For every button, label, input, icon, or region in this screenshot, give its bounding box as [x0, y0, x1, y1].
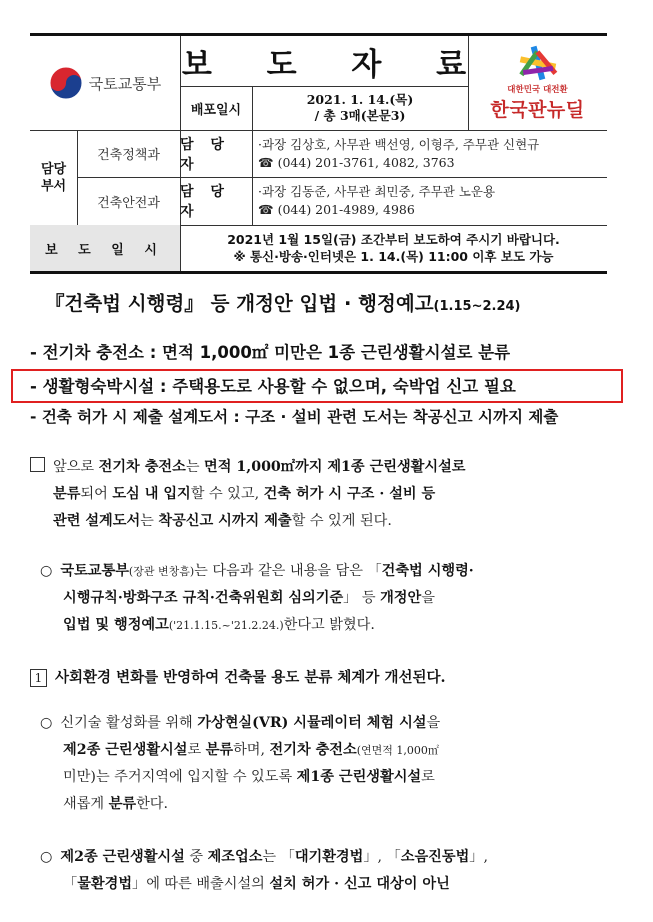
taegeuk-icon	[49, 66, 83, 100]
department-name: 건축정책과	[97, 148, 160, 163]
text: 한다.	[136, 796, 168, 812]
text: 중	[184, 849, 208, 865]
emphasis: 제1종 근린생활시설	[296, 769, 422, 785]
headline-main: 『건축법 시행령』 등 개정안 입법 · 행정예고	[45, 292, 434, 315]
text: 미만)는 주거지역에 입지할 수 있도록	[63, 769, 297, 785]
text: 새롭게	[63, 796, 109, 812]
emphasis: 면적 1,000㎡까지 제1종 근린생활시설로	[204, 459, 466, 475]
section-number: 1	[30, 669, 47, 687]
headline	[45, 288, 645, 316]
paragraph-line	[40, 764, 620, 791]
emphasis: 도심 내 입지	[112, 486, 191, 502]
contact-phone	[258, 201, 607, 219]
emphasis: 소음진동법	[400, 849, 470, 865]
paragraph-line	[40, 612, 620, 639]
emphasis: 건축 허가 시 구조 · 설비 등	[263, 486, 436, 502]
text: 로	[421, 769, 435, 785]
subheading: - 건축 허가 시 제출 설계도서 : 구조 · 설비 관련 도서는 착공신고 시까지 제출	[30, 408, 559, 426]
text: 는	[140, 513, 159, 529]
press-release-line1: 2021년 1월 15일(금) 조간부터 보도하여 주시기 바랍니다.	[227, 232, 560, 247]
distribution-date: 2021. 1. 14.(목)	[306, 92, 414, 107]
text: 」 등	[343, 590, 381, 606]
square-bullet-icon	[30, 457, 45, 472]
press-release-value	[180, 225, 607, 271]
new-deal-logo	[468, 36, 607, 130]
text: 을	[421, 590, 435, 606]
contact-phone	[258, 154, 607, 172]
phone-icon: ☎	[258, 154, 274, 170]
text: 한다고 밝혔다.	[283, 617, 375, 633]
paragraph-line	[30, 481, 620, 508]
subheading: - 전기차 충전소 : 면적 1,000㎡ 미만은 1종 근린생활시설로 분류	[30, 343, 511, 362]
text: 」에 따른 배출시설의	[132, 876, 270, 892]
text: 로	[187, 742, 206, 758]
paragraph	[40, 844, 620, 898]
emphasis: 착공신고 시까지 제출	[158, 513, 292, 529]
emphasis: 관련 설계도서	[53, 513, 141, 529]
ministry-logo	[30, 36, 180, 130]
text: (장관 변창흠)	[128, 565, 195, 578]
emphasis: 개정안	[380, 590, 422, 606]
header-table	[30, 33, 607, 274]
emphasis: 전기차 충전소	[98, 459, 186, 475]
emphasis: 분류	[53, 486, 81, 502]
emphasis: 분류	[108, 796, 137, 812]
paragraph-line	[40, 737, 620, 764]
emphasis: 시행규칙·방화구조 규칙·건축위원회 심의기준	[63, 590, 344, 606]
new-deal-mark-icon	[515, 44, 561, 82]
distribution-pages: / 총 3매(본문3)	[314, 108, 406, 123]
contact-staff: ·과장 김상호, 사무관 백선영, 이형주, 주무관 신현규	[258, 136, 540, 152]
press-release-line2: ※ 통신·방송·인터넷은 1. 14.(목) 11:00 이후 보도 가능	[233, 249, 554, 264]
circle-bullet-icon: ○	[40, 563, 53, 579]
department-header-text: 담당 부서	[40, 161, 67, 194]
contact-staff: ·과장 김동준, 사무관 최민중, 주무관 노운용	[258, 184, 496, 199]
document-title-text: 보 도 자 료	[181, 46, 489, 83]
text: 」,	[469, 849, 488, 865]
contact-label: 담 당 자	[180, 184, 230, 220]
text: 할 수 있고,	[190, 486, 264, 502]
emphasis: 제2종 근린생활시설	[63, 742, 188, 758]
paragraph-line	[30, 454, 620, 481]
paragraph-line	[40, 585, 620, 612]
section-title: 사회환경 변화를 반영하여 건축물 용도 분류 체계가 개선된다.	[55, 669, 446, 686]
ministry-name: 국토교통부	[88, 74, 162, 93]
emphasis: 국토교통부	[60, 563, 129, 579]
text: 는	[185, 459, 205, 475]
emphasis: 분류	[205, 742, 234, 758]
text: 는 다음과 같은 내용을 담은 「	[194, 563, 382, 579]
text: 신기술 활성화를 위해	[60, 715, 198, 731]
contact-phone-number: (044) 201-3761, 4082, 3763	[277, 154, 455, 170]
contact-info	[252, 177, 607, 225]
emphasis: 입법 및 행정예고	[63, 617, 169, 633]
contact-phone-number: (044) 201-4989, 4986	[277, 202, 415, 217]
text: 되어	[80, 486, 113, 502]
emphasis: 제조업소	[207, 849, 263, 865]
text: 하며,	[233, 742, 270, 758]
paragraph-line	[40, 791, 620, 818]
text: 「	[63, 876, 78, 892]
headline-period: (1.15~2.24)	[433, 299, 521, 314]
emphasis: 가상현실(VR) 시뮬레이터 체험 시설	[197, 715, 427, 731]
brand-subtitle: 대한민국 대전환	[507, 85, 568, 95]
phone-icon: ☎	[258, 202, 274, 217]
document-title	[180, 36, 489, 86]
paragraph-line	[40, 844, 620, 871]
subheading: - 생활형숙박시설 : 주택용도로 사용할 수 없으며, 숙박업 신고 필요	[30, 377, 516, 396]
paragraph-line	[40, 871, 620, 898]
department-header	[30, 130, 77, 225]
emphasis: 전기차 충전소	[269, 742, 357, 758]
emphasis: 건축법 시행령·	[381, 563, 474, 579]
text: 을	[426, 715, 441, 731]
text: 앞으로	[53, 459, 99, 475]
text: (연면적 1,000㎡	[356, 744, 439, 757]
paragraph-line	[40, 710, 620, 737]
paragraph	[40, 710, 620, 818]
contact-label: 담 당 자	[180, 136, 230, 173]
paragraph-line	[40, 558, 620, 585]
text: ('21.1.15.~'21.2.24.)	[168, 619, 284, 632]
text: 는 「	[262, 849, 295, 865]
emphasis: 대기환경법	[294, 849, 364, 865]
press-release-label: 보 도 일 시	[30, 225, 180, 271]
distribution-label: 배포일시	[190, 102, 242, 118]
brand-name: 한국판뉴딜	[490, 99, 585, 121]
paragraph	[40, 558, 620, 639]
section-heading	[30, 664, 630, 692]
circle-bullet-icon: ○	[40, 715, 53, 731]
emphasis: 물환경법	[77, 876, 133, 892]
text: 할 수 있게 된다.	[291, 513, 392, 529]
text: 」, 「	[363, 849, 401, 865]
paragraph-line	[30, 508, 620, 535]
emphasis: 설치 허가 · 신고 대상이 아닌	[269, 876, 450, 892]
emphasis: 제2종 근린생활시설	[60, 849, 185, 865]
paragraph	[30, 454, 620, 535]
distribution-value	[252, 86, 468, 130]
circle-bullet-icon: ○	[40, 849, 53, 865]
contact-info	[252, 130, 607, 177]
department-name: 건축안전과	[97, 195, 160, 211]
